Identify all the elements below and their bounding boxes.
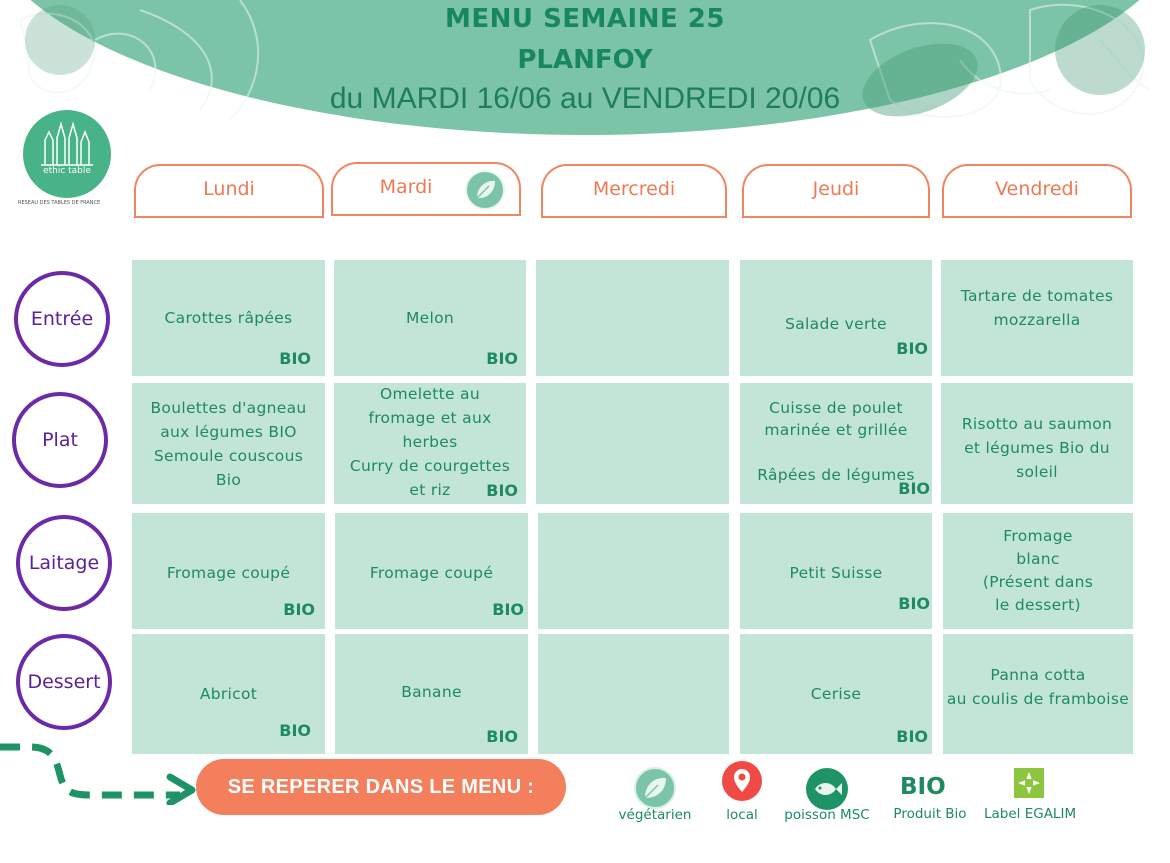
- bio-tag: BIO: [898, 594, 930, 613]
- day-label: Vendredi: [995, 178, 1079, 200]
- dish-name: Fromage blanc (Présent dans le dessert): [982, 527, 1094, 614]
- legend-label: Label EGALIM: [984, 806, 1077, 822]
- school-name: PLANFOY: [517, 45, 653, 75]
- bio-tag: BIO: [896, 727, 928, 746]
- day-tab-mardi: [331, 162, 521, 216]
- bio-tag: BIO: [896, 339, 928, 358]
- day-label: Mercredi: [592, 178, 676, 200]
- legend-label: Produit Bio: [893, 806, 967, 822]
- menu-cell-entree-mercredi: [536, 260, 729, 376]
- dish-name: Risotto au saumon et légumes Bio du soleil: [961, 414, 1113, 481]
- date-range: du MARDI 16/06 au VENDREDI 20/06: [329, 82, 841, 115]
- menu-cell-laitage-mercredi: [538, 513, 729, 629]
- bio-tag: BIO: [486, 349, 518, 368]
- legend-vegetarian: [618, 767, 692, 823]
- bio-tag: BIO: [486, 481, 518, 500]
- legend-bio: [893, 772, 967, 822]
- day-label: Mardi: [379, 176, 433, 198]
- dish-name: Banane: [401, 683, 462, 701]
- row-label-text: Entrée: [30, 308, 94, 330]
- legend-label: végétarien: [618, 807, 692, 823]
- row-label-text: Dessert: [27, 671, 101, 693]
- leaf-icon: [634, 767, 676, 809]
- dish-name: Fromage coupé: [166, 564, 291, 582]
- logo-subtext: RESEAU DES TABLES DE FRANCE: [18, 200, 101, 206]
- legend-guide-banner: [196, 759, 566, 815]
- vegetarian-leaf-icon: [465, 170, 505, 210]
- dashed-arrow-icon: [0, 735, 200, 805]
- dish-name: [540, 383, 725, 504]
- day-tab-jeudi: [742, 164, 930, 218]
- menu-cell-plat-mercredi: [536, 383, 729, 504]
- legend-msc-fish: [784, 767, 870, 823]
- legend-egalim: [984, 768, 1077, 822]
- day-tab-vendredi: [942, 164, 1132, 218]
- bio-tag: BIO: [898, 479, 930, 498]
- menu-cell-plat-vendredi: [941, 383, 1133, 504]
- ethic-table-logo: [23, 110, 111, 198]
- menu-cell-plat-jeudi: [740, 383, 932, 504]
- dish-name: [542, 513, 725, 629]
- menu-cell-dessert-mercredi: [538, 634, 729, 754]
- dish-name: Petit Suisse: [789, 564, 883, 582]
- menu-cell-laitage-vendredi: [943, 513, 1133, 629]
- dish-name: Abricot: [199, 685, 258, 703]
- menu-cell-dessert-mardi: [335, 634, 528, 754]
- bottles-icon: [23, 110, 111, 198]
- row-label-laitage: [16, 515, 112, 611]
- dish-name: Panna cotta au coulis de framboise: [946, 666, 1130, 708]
- menu-cell-dessert-jeudi: [740, 634, 932, 754]
- legend-label: poisson MSC: [784, 807, 870, 823]
- legend-guide-label: SE REPERER DANS LE MENU :: [227, 775, 535, 798]
- menu-cell-entree-lundi: [132, 260, 325, 376]
- logo-text: ethic table: [43, 166, 91, 176]
- dish-name: Omelette au fromage et aux herbes Curry de courgettes et riz: [349, 385, 511, 499]
- dish-name: Fromage coupé: [369, 564, 494, 582]
- fish-icon: [805, 767, 849, 811]
- menu-cell-laitage-lundi: [132, 513, 325, 629]
- row-label-entree: [14, 271, 110, 367]
- menu-cell-laitage-jeudi: [740, 513, 932, 629]
- day-label: Lundi: [203, 178, 255, 200]
- bio-tag: BIO: [492, 600, 524, 619]
- location-pin-icon: [721, 760, 763, 802]
- day-tab-lundi: [134, 164, 324, 218]
- menu-cell-dessert-vendredi: [943, 634, 1133, 754]
- dish-name: Boulettes d'agneau aux légumes BIO Semoule couscous Bio: [150, 398, 307, 489]
- menu-cell-plat-mardi: [334, 383, 526, 504]
- dish-name: Tartare de tomates mozzarella: [960, 287, 1114, 329]
- menu-cell-laitage-mardi: [335, 513, 528, 629]
- row-label-dessert: [16, 634, 112, 730]
- bio-tag: BIO: [279, 721, 311, 740]
- row-label-plat: [12, 392, 108, 488]
- row-label-text: Laitage: [28, 552, 100, 574]
- dish-name: Cuisse de poulet marinée et grillée Râpées de légumes: [757, 398, 915, 484]
- menu-cell-plat-lundi: [132, 383, 325, 504]
- bio-tag: BIO: [283, 600, 315, 619]
- menu-cell-entree-mardi: [334, 260, 526, 376]
- dish-name: Carottes râpées: [164, 309, 293, 327]
- legend-local: [721, 760, 763, 823]
- dish-name: Cerise: [810, 685, 862, 703]
- egalim-icon: [1014, 768, 1044, 798]
- dish-name: Salade verte: [785, 315, 887, 333]
- bio-logo: BIO: [900, 774, 946, 800]
- menu-cell-entree-jeudi: [740, 260, 932, 376]
- bio-tag: BIO: [486, 727, 518, 746]
- legend-label: local: [726, 807, 758, 823]
- dish-name: [540, 260, 725, 376]
- dish-name: [542, 634, 725, 754]
- day-label: Jeudi: [812, 178, 860, 200]
- page-title: MENU SEMAINE 25: [445, 4, 725, 34]
- menu-cell-entree-vendredi: [941, 260, 1133, 376]
- bio-tag: BIO: [279, 349, 311, 368]
- day-tab-mercredi: [541, 164, 727, 218]
- dish-name: Melon: [405, 309, 455, 327]
- row-label-text: Plat: [42, 429, 78, 451]
